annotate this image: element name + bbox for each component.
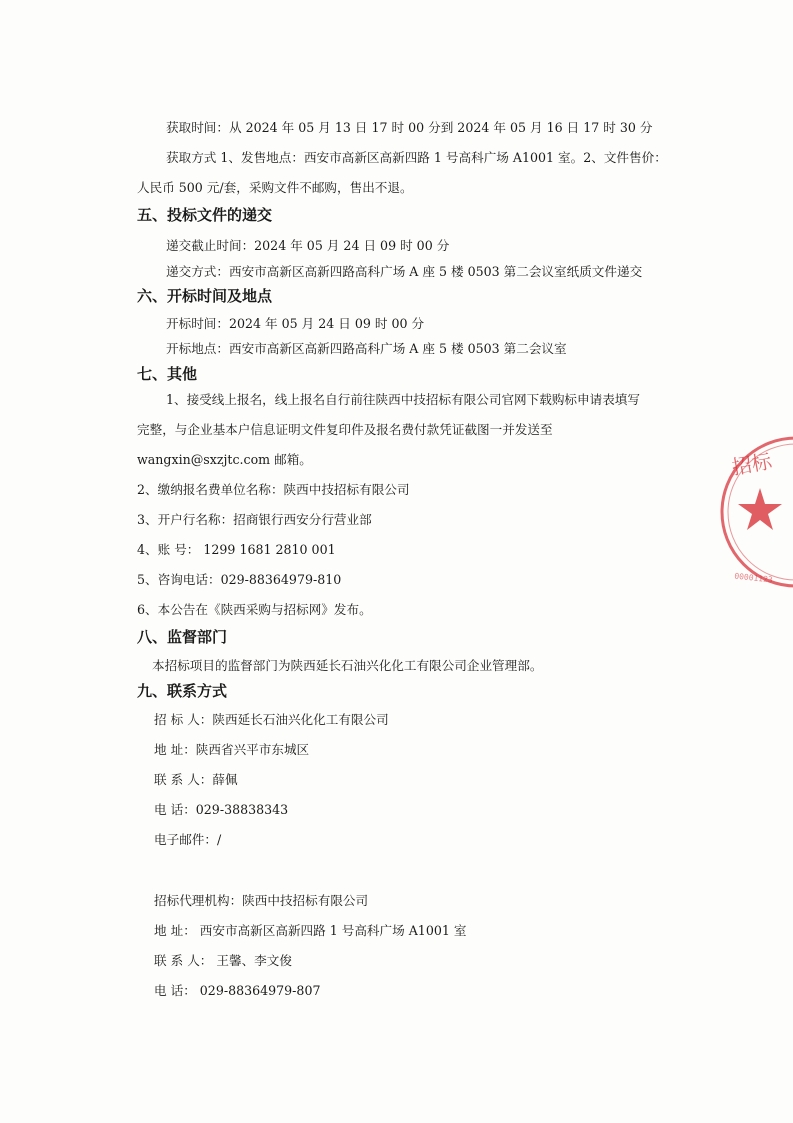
other-item5: 5、咨询电话：029-88364979-810 <box>137 572 342 587</box>
company-seal-stamp <box>718 430 793 595</box>
section-nine-title: 九、联系方式 <box>137 682 228 700</box>
other-item1-line2: 完整，与企业基本户信息证明文件复印件及报名费付款凭证截图一并发送至 <box>137 422 553 437</box>
agency-contact: 联 系 人： 王馨、李文俊 <box>154 953 292 968</box>
section-five-title: 五、投标文件的递交 <box>137 206 273 224</box>
agency-phone: 电 话： 029-88364979-807 <box>154 983 321 998</box>
opening-place: 开标地点：西安市高新区高新四路高科广场 A 座 5 楼 0503 第二会议室 <box>166 341 567 356</box>
other-item1-line3: wangxin@sxzjtc.com 邮箱。 <box>137 452 312 467</box>
tenderer-phone: 电 话：029-38838343 <box>154 802 289 817</box>
other-item6: 6、本公告在《陕西采购与招标网》发布。 <box>137 602 372 617</box>
tenderer-email: 电子邮件：/ <box>154 832 222 847</box>
seal-icon <box>718 430 793 595</box>
other-item4: 4、账 号： 1299 1681 2810 001 <box>137 542 336 557</box>
acquisition-method-line1: 获取方式 1、发售地点：西安市高新区高新四路 1 号高科广场 A1001 室。2、文件售价： <box>166 150 667 165</box>
other-item2: 2、缴纳报名费单位名称：陕西中技招标有限公司 <box>137 482 410 497</box>
agency-address: 地 址： 西安市高新区高新四路 1 号高科广场 A1001 室 <box>154 923 467 938</box>
seal-star-icon <box>738 488 782 530</box>
section-seven-title: 七、其他 <box>137 365 198 383</box>
seal-text: 招标 <box>729 448 774 480</box>
agency-name: 招标代理机构：陕西中技招标有限公司 <box>154 893 369 908</box>
seal-number: 00001123 <box>733 571 774 585</box>
tenderer: 招 标 人：陕西延长石油兴化化工有限公司 <box>154 712 389 727</box>
section-eight-title: 八、监督部门 <box>137 628 228 646</box>
submission-deadline: 递交截止时间：2024 年 05 月 24 日 09 时 00 分 <box>166 238 450 253</box>
supervision-text: 本招标项目的监督部门为陕西延长石油兴化化工有限公司企业管理部。 <box>152 658 543 673</box>
acquisition-method-line2: 人民币 500 元/套，采购文件不邮购，售出不退。 <box>137 180 413 195</box>
acquisition-time: 获取时间：从 2024 年 05 月 13 日 17 时 00 分到 2024 年 05 月 16 日 17 时 30 分 <box>166 120 653 135</box>
opening-time: 开标时间：2024 年 05 月 24 日 09 时 00 分 <box>166 316 425 331</box>
other-item3: 3、开户行名称：招商银行西安分行营业部 <box>137 512 372 527</box>
tenderer-contact: 联 系 人：薛佩 <box>154 772 238 787</box>
other-item1-line1: 1、接受线上报名，线上报名自行前往陕西中技招标有限公司官网下载购标申请表填写 <box>166 392 640 407</box>
tenderer-address: 地 址：陕西省兴平市东城区 <box>154 742 310 757</box>
section-six-title: 六、开标时间及地点 <box>137 287 273 305</box>
submission-method: 递交方式：西安市高新区高新四路高科广场 A 座 5 楼 0503 第二会议室纸质文件递交 <box>166 264 643 279</box>
